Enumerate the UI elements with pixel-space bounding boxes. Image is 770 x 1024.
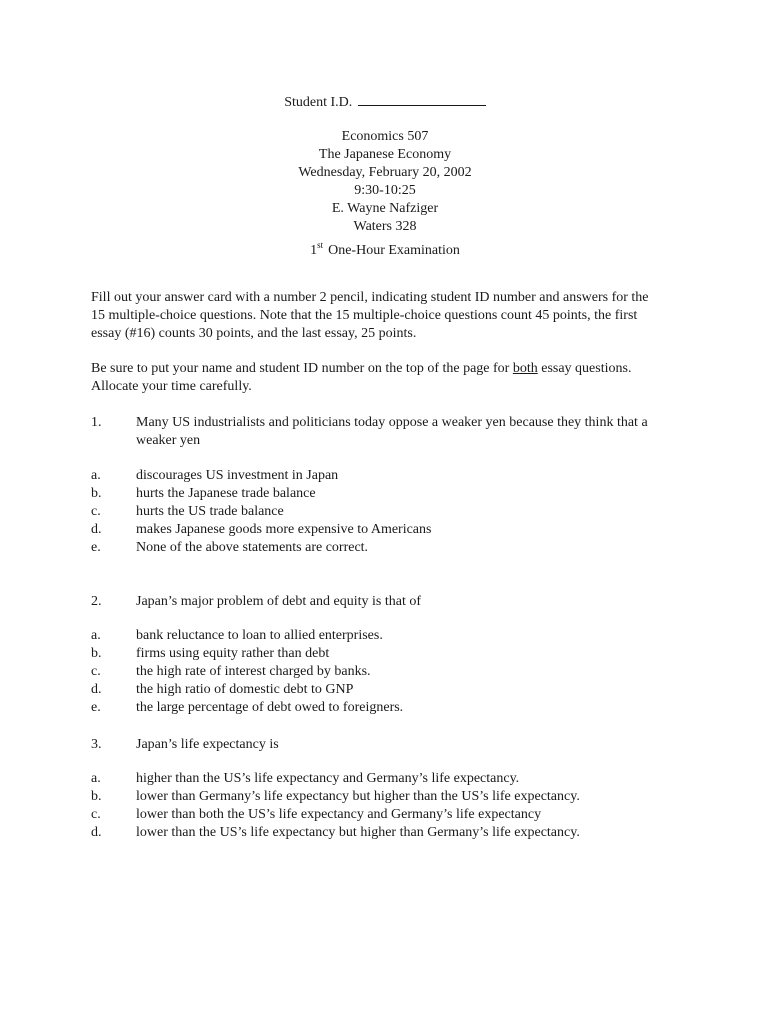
instructions-paragraph-2 xyxy=(91,360,651,396)
option-letter: a. xyxy=(91,771,101,786)
option-item[interactable] xyxy=(91,486,661,504)
option-text: the high ratio of domestic debt to GNP xyxy=(136,682,354,697)
instructor-name: E. Wayne Nafziger xyxy=(331,201,439,216)
option-text: higher than the US’s life expectancy and Germany’s life expectancy. xyxy=(136,771,520,786)
instructions-paragraph-1: Fill out your answer card with a number 2 pencil, indicating student ID number and answers for the 15 multiple-choice questions. Note that the 15 multiple-choice questions count 45 points, the first essay (#16) counts 30 points, and the last essay, 25 points. xyxy=(91,290,649,341)
option-text: hurts the US trade balance xyxy=(136,504,284,519)
option-text: makes Japanese goods more expensive to Americans xyxy=(136,522,432,537)
student-id-row xyxy=(0,93,770,111)
option-letter: d. xyxy=(91,522,102,537)
exam-ordinal-suffix: st xyxy=(317,240,324,250)
option-letter: e. xyxy=(91,540,101,555)
option-letter: d. xyxy=(91,682,102,697)
question-1 xyxy=(91,414,661,450)
instructions-text-after: essay questions. Allocate your time carefully. xyxy=(91,361,632,394)
option-item[interactable] xyxy=(91,504,661,522)
question-3-options xyxy=(91,771,661,843)
student-id-label: Student I.D. xyxy=(284,95,353,110)
question-text: Japan’s life expectancy is xyxy=(136,737,279,752)
option-item[interactable] xyxy=(91,682,661,700)
course-name: Economics 507 xyxy=(341,129,429,144)
option-letter: b. xyxy=(91,646,102,661)
option-text: bank reluctance to loan to allied enterprises. xyxy=(136,628,383,643)
question-number: 3. xyxy=(91,737,102,752)
option-item[interactable] xyxy=(91,468,661,486)
option-text: lower than Germany’s life expectancy but higher than the US’s life expectancy. xyxy=(136,789,580,804)
exam-name: One-Hour Examination xyxy=(328,243,460,258)
question-3 xyxy=(91,736,661,754)
option-item[interactable] xyxy=(91,664,661,682)
option-text: the large percentage of debt owed to foreigners. xyxy=(136,700,404,715)
option-letter: d. xyxy=(91,825,102,840)
option-text: discourages US investment in Japan xyxy=(136,468,339,483)
option-letter: a. xyxy=(91,468,101,483)
question-text: Many US industrialists and politicians today oppose a weaker yen because they think that a weaker yen xyxy=(136,415,648,448)
exam-ordinal-number: 1 xyxy=(310,243,318,258)
option-item[interactable] xyxy=(91,825,661,843)
option-letter: b. xyxy=(91,789,102,804)
option-item[interactable] xyxy=(91,771,661,789)
course-title: The Japanese Economy xyxy=(318,147,452,162)
question-text: Japan’s major problem of debt and equity is that of xyxy=(136,594,421,609)
option-item[interactable] xyxy=(91,522,661,540)
option-text: lower than both the US’s life expectancy and Germany’s life expectancy xyxy=(136,807,542,822)
exam-time: 9:30-10:25 xyxy=(354,183,416,198)
option-letter: a. xyxy=(91,628,101,643)
option-text: the high rate of interest charged by banks. xyxy=(136,664,371,679)
option-letter: e. xyxy=(91,700,101,715)
option-text: lower than the US’s life expectancy but higher than Germany’s life expectancy. xyxy=(136,825,580,840)
instructions-underlined-word: both xyxy=(512,361,538,376)
option-letter: b. xyxy=(91,486,102,501)
option-item[interactable] xyxy=(91,789,661,807)
question-number: 2. xyxy=(91,594,102,609)
question-2 xyxy=(91,593,661,611)
option-text: hurts the Japanese trade balance xyxy=(136,486,316,501)
question-2-options xyxy=(91,628,661,718)
exam-name-row xyxy=(0,236,770,258)
option-letter: c. xyxy=(91,664,101,679)
instructions-text-before: Be sure to put your name and student ID number on the top of the page for xyxy=(91,361,513,376)
question-number: 1. xyxy=(91,415,102,430)
option-text: firms using equity rather than debt xyxy=(136,646,330,661)
exam-location: Waters 328 xyxy=(353,219,417,234)
student-id-blank[interactable] xyxy=(358,93,486,106)
exam-date: Wednesday, February 20, 2002 xyxy=(298,165,472,180)
exam-header xyxy=(0,93,770,258)
option-item[interactable] xyxy=(91,628,661,646)
option-item[interactable] xyxy=(91,807,661,825)
option-item[interactable] xyxy=(91,540,661,558)
option-letter: c. xyxy=(91,504,101,519)
option-letter: c. xyxy=(91,807,101,822)
option-item[interactable] xyxy=(91,646,661,664)
question-1-options xyxy=(91,468,661,558)
option-item[interactable] xyxy=(91,700,661,718)
option-text: None of the above statements are correct. xyxy=(136,540,369,555)
